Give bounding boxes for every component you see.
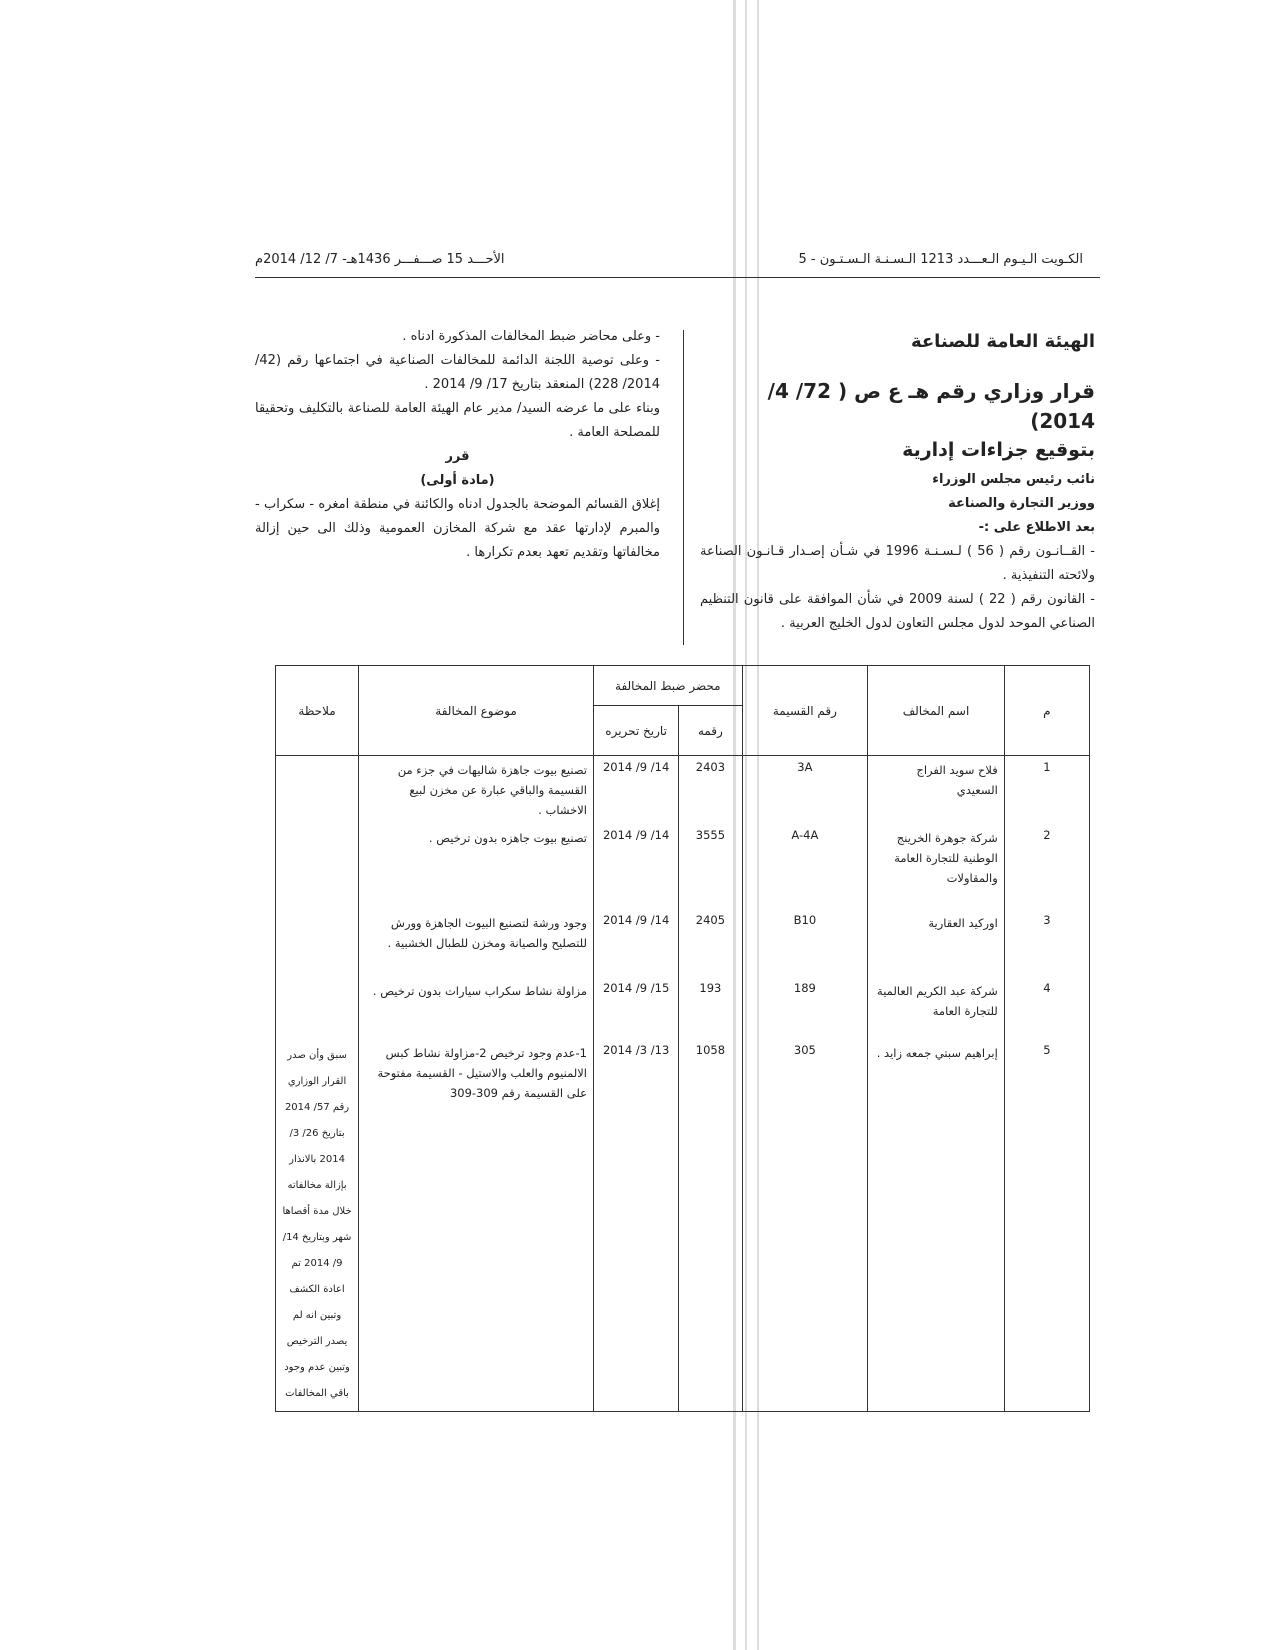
article-text: إغلاق القسائم الموضحة بالجدول ادناه والكائنة في منطقة امغره - سكراب - والمبرم لإدارتها عقد مع شركة المخازن العمومية وذلك الى حين إزالة مخالفاتها وتقديم تعهد بعدم تكرارها . [255, 497, 660, 560]
header-record-group: محضر ضبط المخالفة [594, 666, 743, 706]
issuer-line-2: ووزير التجارة والصناعة [948, 496, 1095, 511]
clause-records: - وعلى محاضر ضبط المخالفات المذكورة ادناه . [402, 329, 660, 344]
row-number: 1 [1004, 756, 1089, 825]
violations-table [275, 665, 1090, 1412]
record-date: 13/ 3/ 2014 [594, 1039, 679, 1412]
decree-subtitle: بتوقيع جزاءات إدارية [902, 439, 1095, 461]
violator-name: شركة عبد الكريم العالمية للتجارة العامة [868, 977, 1005, 1039]
header-date: الأحـــد 15 صـــفـــر 1436هـ- 7/ 12/ 2014م [255, 252, 505, 267]
remarks [276, 824, 359, 909]
org-title: الهيئة العامة للصناعة [910, 331, 1095, 352]
table-row [276, 977, 1090, 1039]
header-record-no: رقمه [679, 706, 742, 756]
right-column [700, 330, 1095, 636]
record-date: 15/ 9/ 2014 [594, 977, 679, 1039]
violator-name: إبراهيم سبتي جمعه زايد . [868, 1039, 1005, 1412]
decree-title: قرار وزاري رقم هـ ع ص ( 72/ 4/ 2014) [767, 379, 1095, 433]
plot-number: 189 [742, 977, 868, 1039]
column-divider [683, 330, 684, 645]
table-row [276, 756, 1090, 825]
table-row [276, 824, 1090, 909]
table-row [276, 909, 1090, 977]
remarks [276, 977, 359, 1039]
violation-subject: تصنيع بيوت جاهزة شاليهات في جزء من القسيمة والباقي عبارة عن مخزن لبيع الاخشاب . [359, 756, 594, 825]
after-review: بعد الاطلاع على :- [978, 520, 1095, 535]
clause-director: وبناء على ما عرضه السيد/ مدير عام الهيئة العامة للصناعة بالتكليف وتحقيقا للمصلحة العامة . [255, 401, 660, 440]
header-remarks: ملاحظة [276, 666, 359, 756]
header-plot: رقم القسيمة [742, 666, 868, 756]
remarks [276, 756, 359, 825]
remarks: سبق وأن صدر القرار الوزاري رقم 57/ 2014 بتاريخ 26/ 3/ 2014 بالانذار بإزالة مخالفاته خلال مدة أقصاها شهر وبتاريخ 14/ 9/ 2014 تم اعادة الكشف وتبين انه لم يصدر الترخيص وتبين عدم وجود باقي المخالفات [276, 1039, 359, 1412]
clause-committee: - وعلى توصية اللجنة الدائمة للمخالفات الصناعية في اجتماعها رقم (42/ 2014/ 228) المنعقد بتاريخ 17/ 9/ 2014 . [255, 353, 660, 392]
record-number: 2403 [679, 756, 742, 825]
violation-subject: 1-عدم وجود ترخيص 2-مزاولة نشاط كبس الالمنيوم والعلب والاستيل - القسيمة مفتوحة على القسيمة رقم 309-309 [359, 1039, 594, 1412]
header-m: م [1004, 666, 1089, 756]
record-number: 1058 [679, 1039, 742, 1412]
record-number: 2405 [679, 909, 742, 977]
left-column [255, 325, 660, 565]
decided-heading: قرر [445, 449, 470, 464]
violation-subject: مزاولة نشاط سكراب سيارات بدون ترخيص . [359, 977, 594, 1039]
plot-number: B10 [742, 909, 868, 977]
row-number: 4 [1004, 977, 1089, 1039]
violation-subject: وجود ورشة لتصنيع البيوت الجاهزة وورش للتصليح والصيانة ومخزن للطبال الخشبية . [359, 909, 594, 977]
header-rule [255, 277, 1100, 278]
plot-number: 305 [742, 1039, 868, 1412]
record-date: 14/ 9/ 2014 [594, 756, 679, 825]
law-2: - القانون رقم ( 22 ) لسنة 2009 في شأن الموافقة على قانون التنظيم الصناعي الموحد لدول مجلس التعاون لدول الخليج العربية . [700, 592, 1095, 631]
article-heading: (مادة أولى) [420, 473, 495, 488]
violation-subject: تصنيع بيوت جاهزه بدون ترخيص . [359, 824, 594, 909]
violator-name: فلاح سويد الفراج السعيدي [868, 756, 1005, 825]
header-issue: الكـويت الـيـوم الـعـــدد 1213 الـسـنـة الـسـتـون - 5 [798, 252, 1083, 267]
plot-number: A-4A [742, 824, 868, 909]
violator-name: شركة جوهرة الخرينج الوطنية للتجارة العامة والمقاولات [868, 824, 1005, 909]
header-subject: موضوع المخالفة [359, 666, 594, 756]
issuer-line-1: نائب رئيس مجلس الوزراء [932, 472, 1095, 487]
remarks [276, 909, 359, 977]
row-number: 2 [1004, 824, 1089, 909]
record-date: 14/ 9/ 2014 [594, 909, 679, 977]
violator-name: اوركيد العقارية [868, 909, 1005, 977]
record-number: 3555 [679, 824, 742, 909]
row-number: 5 [1004, 1039, 1089, 1412]
plot-number: 3A [742, 756, 868, 825]
table-row [276, 1039, 1090, 1412]
row-number: 3 [1004, 909, 1089, 977]
record-number: 193 [679, 977, 742, 1039]
record-date: 14/ 9/ 2014 [594, 824, 679, 909]
header-violator: اسم المخالف [868, 666, 1005, 756]
law-1: - القــانـون رقم ( 56 ) لـسـنـة 1996 في شـأن إصـدار قـانـون الصناعة ولائحته التنفيذية . [700, 544, 1095, 583]
header-record-date: تاريخ تحريره [594, 706, 679, 756]
